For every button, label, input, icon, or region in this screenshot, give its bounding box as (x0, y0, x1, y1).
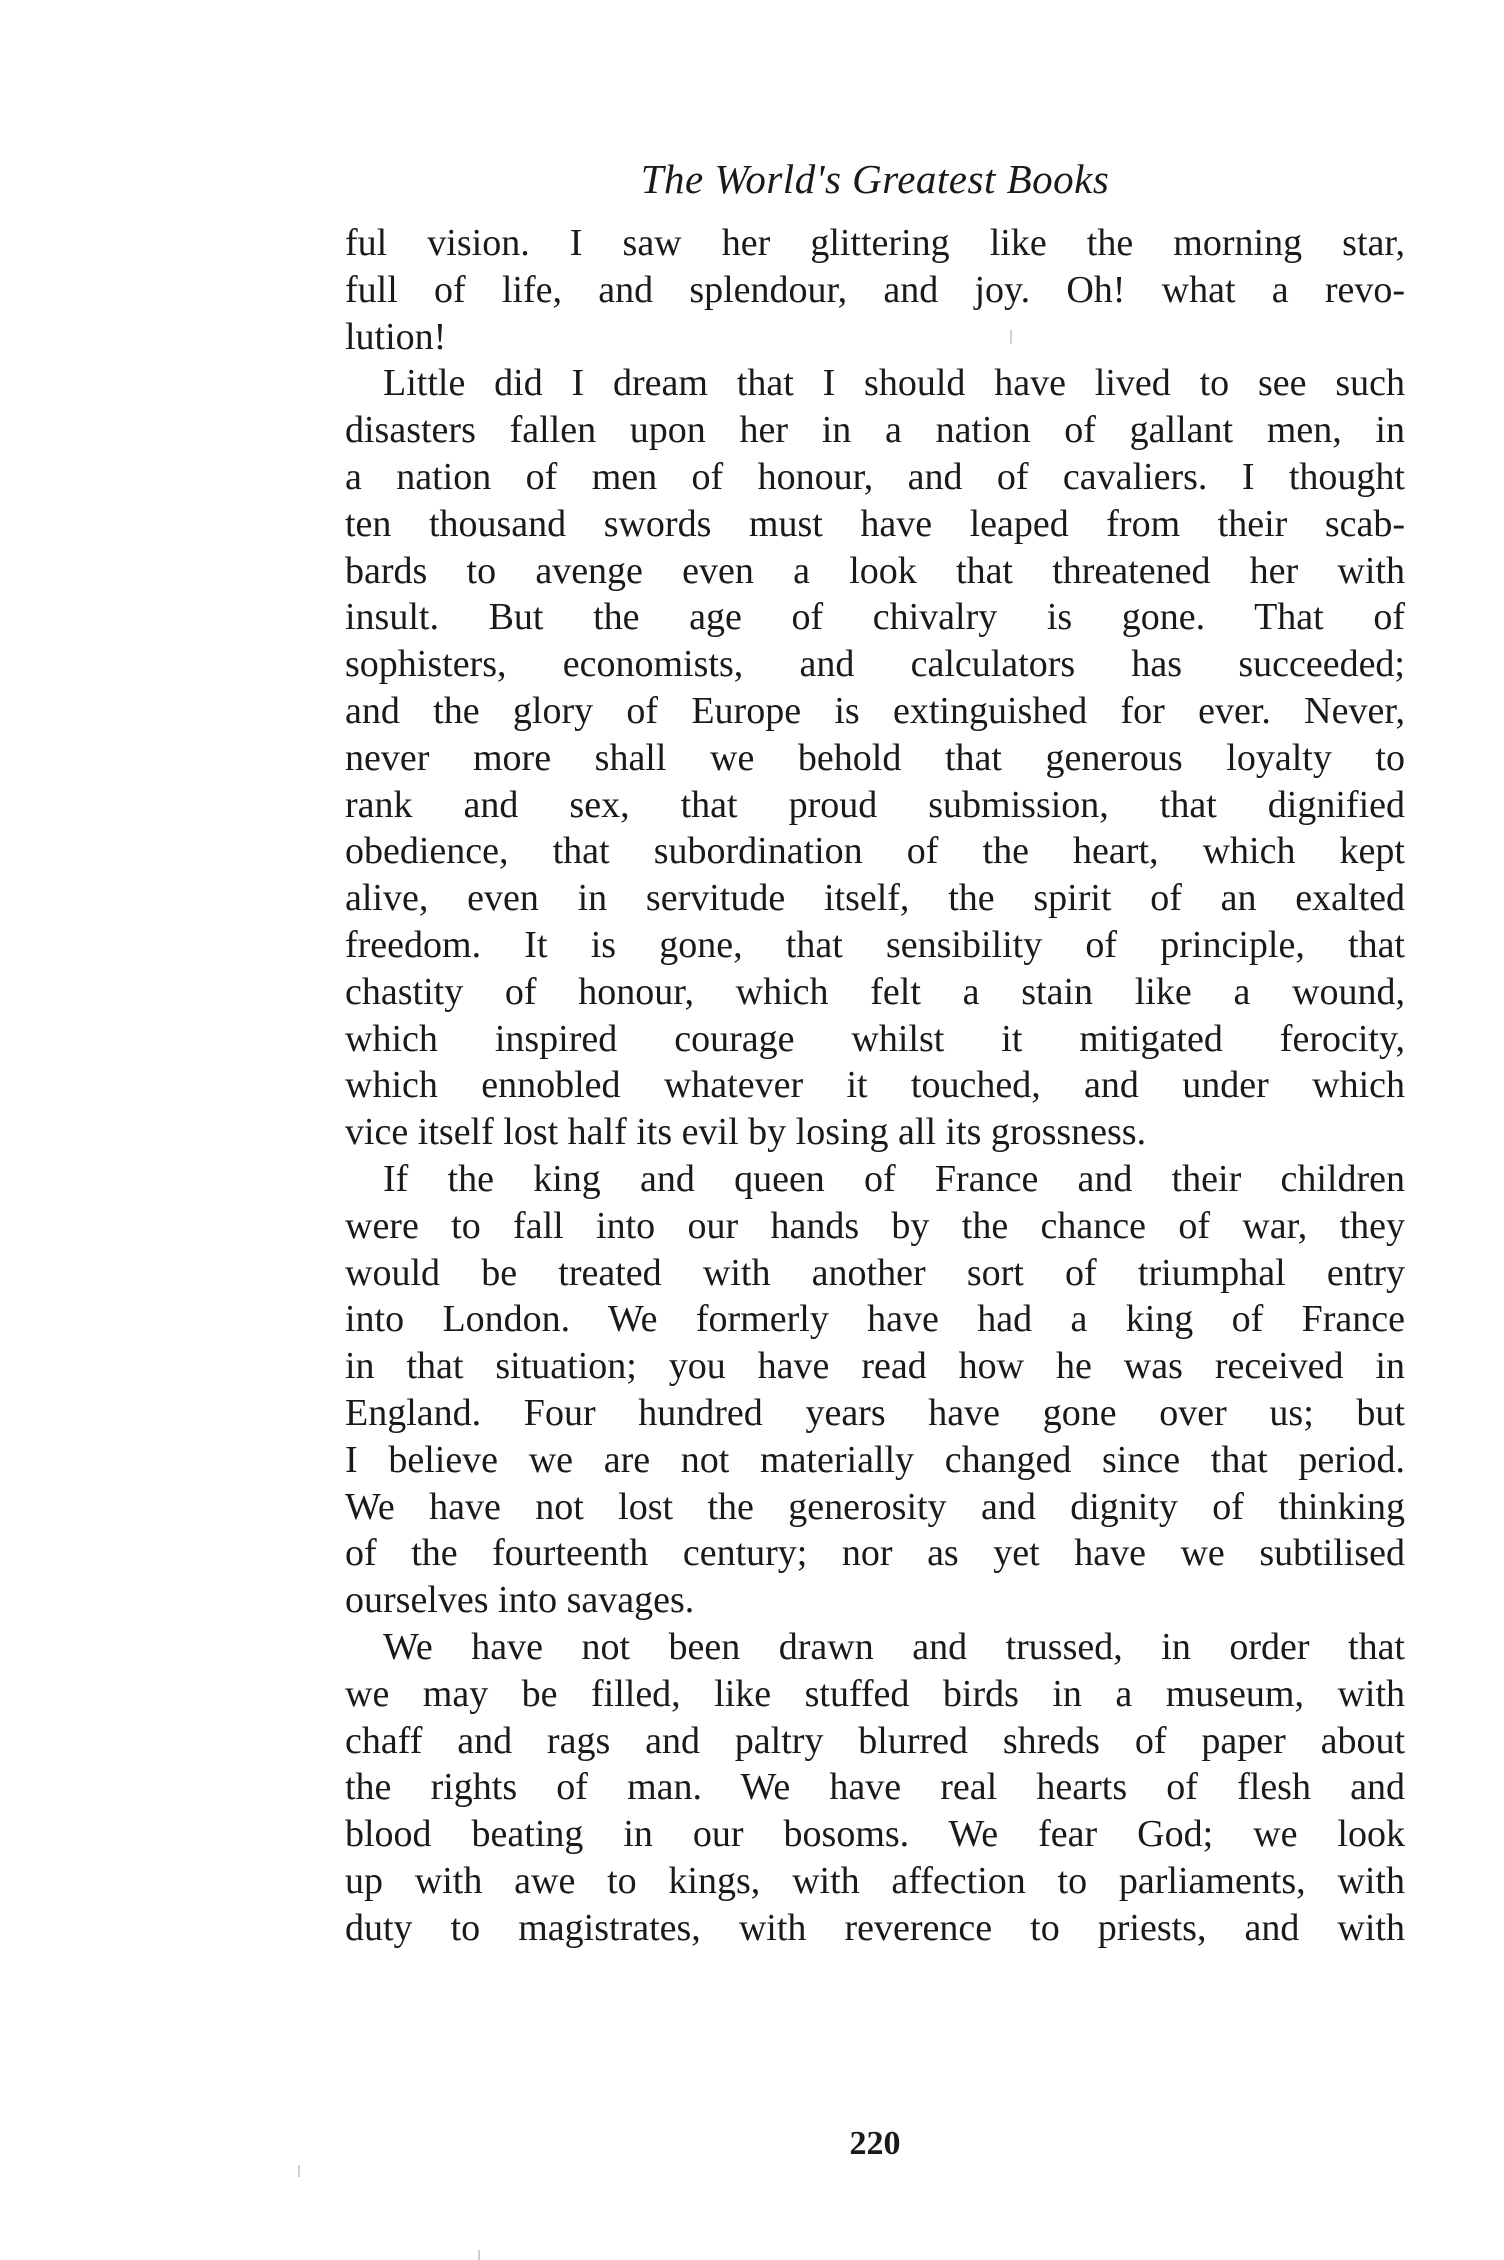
paper-speck (298, 2165, 300, 2177)
text-line: sophisters, economists, and calculators has succeeded; (345, 643, 1405, 686)
text-line: into London. We formerly have had a king of France (345, 1298, 1405, 1341)
text-line: bards to avenge even a look that threatened her with (345, 549, 1405, 592)
text-line: would be treated with another sort of triumphal entry (345, 1251, 1405, 1294)
text-line: ten thousand swords must have leaped from their scab- (345, 502, 1405, 545)
text-line: blood beating in our bosoms. We fear God; we look (345, 1813, 1405, 1856)
text-line: vice itself lost half its evil by losing all its grossness. (345, 1111, 1147, 1154)
text-line: alive, even in servitude itself, the spirit of an exalted (345, 877, 1405, 920)
text-line: England. Four hundred years have gone over us; but (345, 1391, 1405, 1434)
text-line: insult. But the age of chivalry is gone. That of (345, 596, 1405, 639)
text-line: chastity of honour, which felt a stain like a wound, (345, 970, 1405, 1013)
text-line: We have not been drawn and trussed, in order that (383, 1625, 1405, 1668)
text-line: ourselves into savages. (345, 1579, 695, 1622)
text-line: disasters fallen upon her in a nation of gallant men, in (345, 409, 1405, 452)
text-line: Little did I dream that I should have lived to see such (383, 362, 1405, 405)
text-line: If the king and queen of France and their children (383, 1157, 1405, 1200)
text-line: lution! (345, 315, 447, 358)
text-line: chaff and rags and paltry blurred shreds of paper about (345, 1719, 1405, 1762)
text-line: we may be filled, like stuffed birds in a museum, with (345, 1672, 1405, 1715)
text-line: in that situation; you have read how he was received in (345, 1345, 1405, 1388)
text-line: up with awe to kings, with affection to parliaments, with (345, 1859, 1405, 1902)
text-line: which inspired courage whilst it mitigated ferocity, (345, 1017, 1405, 1060)
text-line: and the glory of Europe is extinguished for ever. Never, (345, 689, 1405, 732)
text-line: I believe we are not materially changed since that period. (345, 1438, 1405, 1481)
text-line: full of life, and splendour, and joy. Oh! what a revo- (345, 268, 1405, 311)
running-head: The World's Greatest Books (640, 156, 1110, 202)
text-line: duty to magistrates, with reverence to priests, and with (345, 1906, 1405, 1949)
page-number: 220 (849, 2125, 901, 2162)
text-line: were to fall into our hands by the chance of war, they (345, 1204, 1405, 1247)
text-line: a nation of men of honour, and of cavaliers. I thought (345, 455, 1405, 498)
text-line: ful vision. I saw her glittering like the morning star, (345, 222, 1405, 264)
text-line: of the fourteenth century; nor as yet have we subtilised (345, 1532, 1405, 1575)
paper-speck (478, 2250, 480, 2260)
text-line: We have not lost the generosity and dignity of thinking (345, 1485, 1405, 1528)
text-line: obedience, that subordination of the heart, which kept (345, 830, 1405, 873)
text-line: freedom. It is gone, that sensibility of principle, that (345, 923, 1405, 966)
text-line: never more shall we behold that generous loyalty to (345, 736, 1405, 779)
text-line: the rights of man. We have real hearts of flesh and (345, 1766, 1405, 1809)
paper-speck (1010, 330, 1012, 344)
text-line: which ennobled whatever it touched, and under which (345, 1064, 1405, 1107)
body-text (345, 220, 1405, 1951)
text-line: rank and sex, that proud submission, that dignified (345, 783, 1405, 826)
